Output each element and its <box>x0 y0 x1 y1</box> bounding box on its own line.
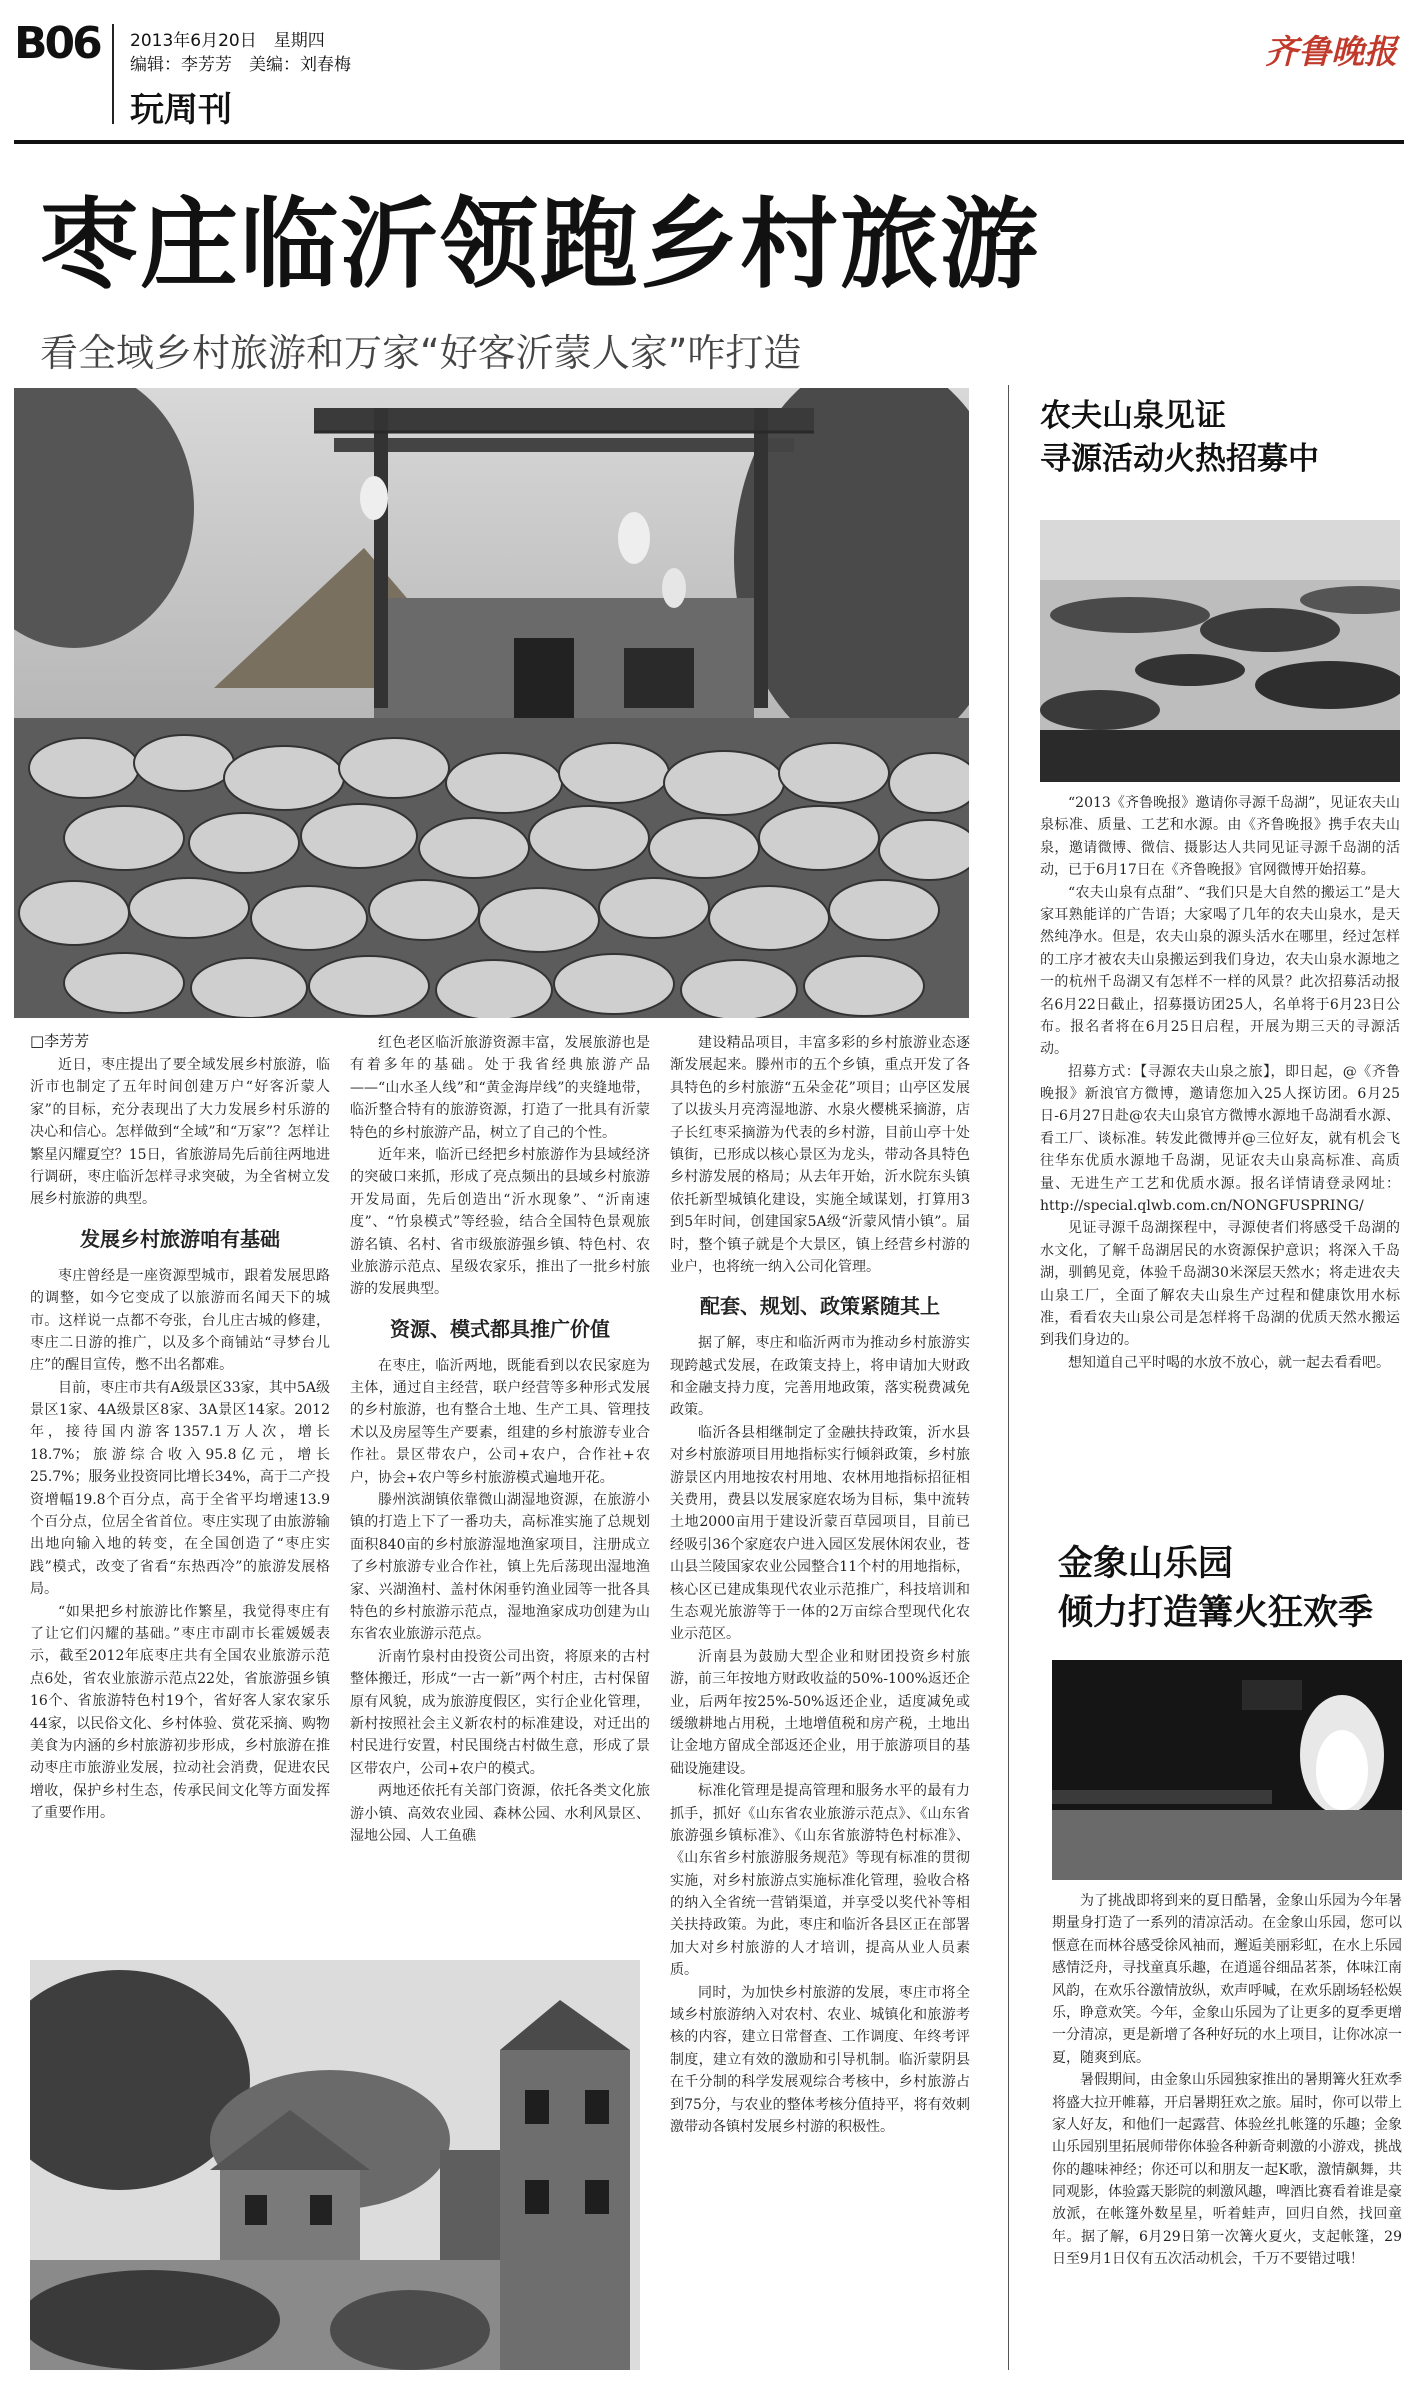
sidebar2-title-line-2: 倾力打造篝火狂欢季 <box>1058 1593 1374 1633</box>
main-photo-stone-house <box>14 388 969 1018</box>
issue-date: 2013年6月20日 星期四 <box>130 31 325 51</box>
paragraph: 红色老区临沂旅游资源丰富，发展旅游也是有着多年的基础。处于我省经典旅游产品——“山水圣人线”和“黄金海岸线”的夹缝地带，临沂整合特有的旅游资源，打造了一批具有沂蒙特色的乡村旅游产品，树立了自己的个性。 <box>350 1035 650 1141</box>
paragraph: 近年来，临沂已经把乡村旅游作为县域经济的突破口来抓，形成了亮点频出的县域乡村旅游开发局面，先后创造出“沂水现象”、“沂南速度”、“竹泉模式”等经验，结合全国特色景观旅游名镇、名村、省市级旅游强乡镇、特色村、农业旅游示范点、星级农家乐，推出了一批乡村旅游的发展典型。 <box>350 1146 650 1298</box>
paragraph: 近日，枣庄提出了要全域发展乡村旅游，临沂市也制定了五年时间创建万户“好客沂蒙人家”的目标，充分表现出了大力发展乡村乐游的决心和信心。怎样做到“全域”和“万家”？怎样让繁星闪耀夏空？15日，省旅游局先后前往两地进行调研，枣庄临沂怎样寻求突破，为全省树立发展乡村旅游的典型。 <box>30 1057 330 1208</box>
sidebar1-title <box>1040 395 1319 482</box>
paragraph: 想知道自己平时喝的水放不放心，就一起去看看吧。 <box>1068 1354 1390 1371</box>
paragraph: 标准化管理是提高管理和服务水平的最有力抓手，抓好《山东省农业旅游示范点》、《山东省旅游强乡镇标准》、《山东省旅游特色村标准》、《山东省乡村旅游服务规范》等现有标准的贯彻实施，对乡村旅游点实施标准化管理，验收合格的纳入全省统一营销渠道，并享受以奖代补等相关扶持政策。为此，枣庄和临沂各县区正在部署加大对乡村旅游的人才培训，提高从业人员素质。 <box>670 1783 970 1979</box>
paragraph: 同时，为加快乡村旅游的发展，枣庄市将全域乡村旅游纳入对农村、农业、城镇化和旅游考核的内容，建立日常督查、工作调度、年终考评制度，建立有效的激励和引导机制。临沂蒙阴县在千分制的科学发展观综合考核中，乡村旅游占到75分，与农业的整体考核分值持平，将有效刺激带动各镇村发展乡村游的积极性。 <box>670 1984 970 2135</box>
sidebar2-photo-bonfire <box>1052 1660 1402 1880</box>
sidebar2-title <box>1058 1540 1373 1638</box>
paragraph: 滕州滨湖镇依靠微山湖湿地资源，在旅游小镇的打造上下了一番功夫，高标准实施了总规划面积840亩的乡村旅游湿地渔家项目，注册成立了乡村旅游专业合作社，镇上先后荡现出湿地渔家、兴湖渔村、盖村休闲垂钓渔业园等一批各具特色的乡村旅游示范点，湿地渔家成功创建为山东省农业旅游示范点。 <box>350 1492 650 1643</box>
sidebar2-body <box>1052 1890 1402 2271</box>
section-heading: 发展乡村旅游咱有基础 <box>80 1226 280 1251</box>
paragraph: 为了挑战即将到来的夏日酷暑，金象山乐园为今年暑期量身打造了一系列的清凉活动。在金象山乐园，您可以惬意在而林谷感受徐风袖而，邂逅美丽彩虹，在水上乐园感情泛舟，寻找童真乐趣，在逍遥谷细品茗茶，体味江南风韵，在欢乐谷激情放纵，欢声呼喊，在欢乐剧场轻松娱乐，睁意欢笑。今年，金象山乐园为了让更多的夏季更增一分清凉，更是新增了各种好玩的水上项目，让你冰凉一夏，随爽到底。 <box>1052 1893 1402 2066</box>
section-name: 玩周刊 <box>130 90 232 130</box>
sidebar1-title-line-1: 农夫山泉见证 <box>1040 398 1226 434</box>
paragraph: 沂南县为鼓励大型企业和财团投资乡村旅游，前三年按地方财政收益的50%-100%返还企业，后两年按25%-50%返还企业，适度减免或缓缴耕地占用税，土地增值税和房产税，土地出让金地方留成全部返还企业，用于旅游项目的基础设施建设。 <box>670 1648 970 1777</box>
paragraph: 据了解，枣庄和临沂两市为推动乡村旅游实现跨越式发展，在政策支持上，将申请加大财政和金融支持力度，完善用地政策，落实税费减免政策。 <box>670 1335 970 1419</box>
sidebar2-title-line-1: 金象山乐园 <box>1058 1544 1234 1584</box>
paragraph: “农夫山泉有点甜”、“我们只是大自然的搬运工”是大家耳熟能详的广告语；大家喝了几年的农夫山泉水，是天然纯净水。但是，农夫山泉的源头活水在哪里，经过怎样的工序才被农夫山泉搬运到我们身边，农夫山泉水源地之一的杭州千岛湖又有怎样不一样的风景？此次招募活动报名6月22日截止，招募摄访团25人，名单将于6月23日公布。报名者将在6月25日启程，开展为期三天的寻源活动。 <box>1040 884 1400 1058</box>
article-column-3 <box>670 1032 970 2138</box>
paragraph: 两地还依托有关部门资源，依托各类文化旅游小镇、高效农业园、森林公园、水利风景区、湿地公园、人工鱼礁 <box>350 1783 650 1844</box>
paragraph: “如果把乡村旅游比作繁星，我觉得枣庄有了让它们闪耀的基础。”枣庄市副市长霍媛媛表示，截至2012年底枣庄共有全国农业旅游示范点6处，省农业旅游示范点22处，省旅游强乡镇16个、省旅游特色村19个，省好客人家农家乐44家，以民俗文化、乡村体验、赏花采摘、购物美食为内涵的乡村旅游初步形成，乡村旅游在推动枣庄市旅游业发展，拉动社会消费，促进农民增收，保护乡村生态，传承民间文化等方面发挥了重要作用。 <box>30 1603 330 1822</box>
sidebar1-title-line-2: 寻源活动火热招募中 <box>1040 441 1319 478</box>
newspaper-logo: 齐鲁晚报 <box>1265 32 1397 71</box>
paragraph: 在枣庄，临沂两地，既能看到以农民家庭为主体，通过自主经营，联户经营等多种形式发展的乡村旅游，也有整合土地、生产工具、管理技术以及房屋等生产要素，组建的乡村旅游专业合作社。景区带农户，公司+农户，合作社+农户，协会+农户等乡村旅游模式遍地开花。 <box>350 1357 650 1486</box>
header-divider <box>112 24 114 124</box>
section-heading: 配套、规划、政策紧随其上 <box>700 1294 940 1319</box>
editors-credit: 编辑：李芳芳 美编：刘春梅 <box>130 55 351 75</box>
paragraph: 沂南竹泉村由投资公司出资，将原来的古村整体搬迁，形成“一古一新”两个村庄，古村保留原有风貌，成为旅游度假区，实行企业化管理，新村按照社会主义新农村的标准建设，对迁出的村民进行安置，村民围绕古村做生意，形成了景区带农户，公司+农户的模式。 <box>350 1648 650 1777</box>
article-column-1 <box>30 1054 330 1825</box>
section-heading: 资源、模式都具推广价值 <box>390 1316 610 1341</box>
article-column-2 <box>350 1032 650 1847</box>
paragraph: 暑假期间，由金象山乐园独家推出的暑期篝火狂欢季将盛大拉开帷幕，开启暑期狂欢之旅。届时，你可以带上家人好友，和他们一起露营、体验丝扎帐篷的乐趣；金象山乐园别里拓展师带你体验各种新奇刺激的小游戏，挑战你的趣味神经；你还可以和朋友一起K歌，激情飙舞，共同观影，体验露天影院的刺激风趣，啤酒比赛看着谁是豪放派，在帐篷外数星星，听着蛙声，回归自然，找回童年。据了解，6月29日第一次篝火夏火，支起帐篷，29日至9月1日仅有五次活动机会，千万不要错过哦！ <box>1052 2072 1402 2268</box>
paragraph: 见证寻源千岛湖探程中，寻源使者们将感受千岛湖的水文化，了解千岛湖居民的水资源保护意识；将深入千岛湖，驯鹤见竟，体验千岛湖30米深层天然水；将走进农夫山泉工厂，全面了解农夫山泉生产过程和健康饮用水标准，看看农夫山泉公司是怎样将千岛湖的优质天然水搬运到我们身边的。 <box>1040 1220 1400 1349</box>
paragraph: 建设精品项目，丰富多彩的乡村旅游业态逐渐发展起来。滕州市的五个乡镇，重点开发了各具特色的乡村旅游“五朵金花”项目；山亭区发展了以拔头月亮湾湿地游、水泉火樱桃采摘游，店子长红枣采摘游为代表的乡村游，目前山亭十处镇街，已形成以核心景区为龙头，带动各具特色乡村游发展的格局；从去年开始，沂水院东头镇依托新型城镇化建设，实施全域谋划，打算用3到5年时间，创建国家5A级“沂蒙风情小镇”。届时，整个镇子就是个大景区，镇上经营乡村游的业户，也将统一纳入公司化管理。 <box>670 1035 970 1275</box>
page-number: B06 <box>14 18 100 69</box>
sidebar1-photo-lake <box>1040 520 1400 782</box>
village-photo <box>30 1960 640 2370</box>
header-rule <box>14 140 1404 144</box>
article-byline: □李芳芳 <box>30 1032 90 1050</box>
paragraph: 临沂各县相继制定了金融扶持政策，沂水县对乡村旅游项目用地指标实行倾斜政策，乡村旅游景区内用地按农村用地、农林用地指标招征相关费用，费县以发展家庭农场为目标，集中流转土地2000亩用于建设沂蒙百草园项目，目前已经吸引36个家庭农户进入园区发展休闲农业，苍山县兰陵国家农业公园整合11个村的用地指标，核心区已建成集现代农业示范推广，科技培训和生态观光旅游等于一体的2万亩综合型现代化农业示范区。 <box>670 1424 970 1643</box>
sidebar1-body <box>1040 792 1400 1374</box>
paragraph: 招募方式：【寻源农夫山泉之旅】，即日起，@《齐鲁晚报》新浪官方微博，邀请您加入25人探访团。6月25日-6月27日赴@农夫山泉官方微博水源地千岛湖看水源、看工厂、谈标准。转发此微博并@三位好友，就有机会飞往华东优质水源地千岛湖，见证农夫山泉高标准、高质量、无进生产工艺和优质水源。报名详情请登录网址：http://special.qlwb.com.cn/NONGFUSPRING/ <box>1040 1063 1400 1215</box>
article-headline: 枣庄临沂领跑乡村旅游 <box>40 188 1041 302</box>
paragraph: 枣庄曾经是一座资源型城市，跟着发展思路的调整，如今它变成了以旅游而名闻天下的城市。这样说一点都不夸张，台儿庄古城的修建，枣庄二日游的推广，以及多个商铺站“寻梦台儿庄”的醒目宣传，憋不出名都难。 <box>30 1267 330 1374</box>
sidebar-divider <box>1008 385 1009 2370</box>
paragraph: 目前，枣庄市共有A级景区33家，其中5A级景区1家、4A级景区8家、3A景区14家。2012年，接待国内游客1357.1万人次，增长18.7%；旅游综合收入95.8亿元，增长25.7%；服务业投资同比增长34%，高于二产投资增幅19.8个百分点，高于全省平均增速13.9个百分点，位居全省首位。枣庄实现了由旅游输出地向输入地的转变，在全国创造了“枣庄实践”模式，改变了省看“东热西冷”的旅游发展格局。 <box>30 1379 330 1598</box>
paragraph: “2013《齐鲁晚报》邀请你寻源千岛湖”，见证农夫山泉标准、质量、工艺和水源。由《齐鲁晚报》携手农夫山泉，邀请微博、微信、摄影达人共同见证寻源千岛湖的活动，已于6月17日在《齐鲁晚报》官网微博开始招募。 <box>1040 795 1400 879</box>
article-subheadline: 看全域乡村旅游和万家“好客沂蒙人家”咋打造 <box>40 331 802 375</box>
